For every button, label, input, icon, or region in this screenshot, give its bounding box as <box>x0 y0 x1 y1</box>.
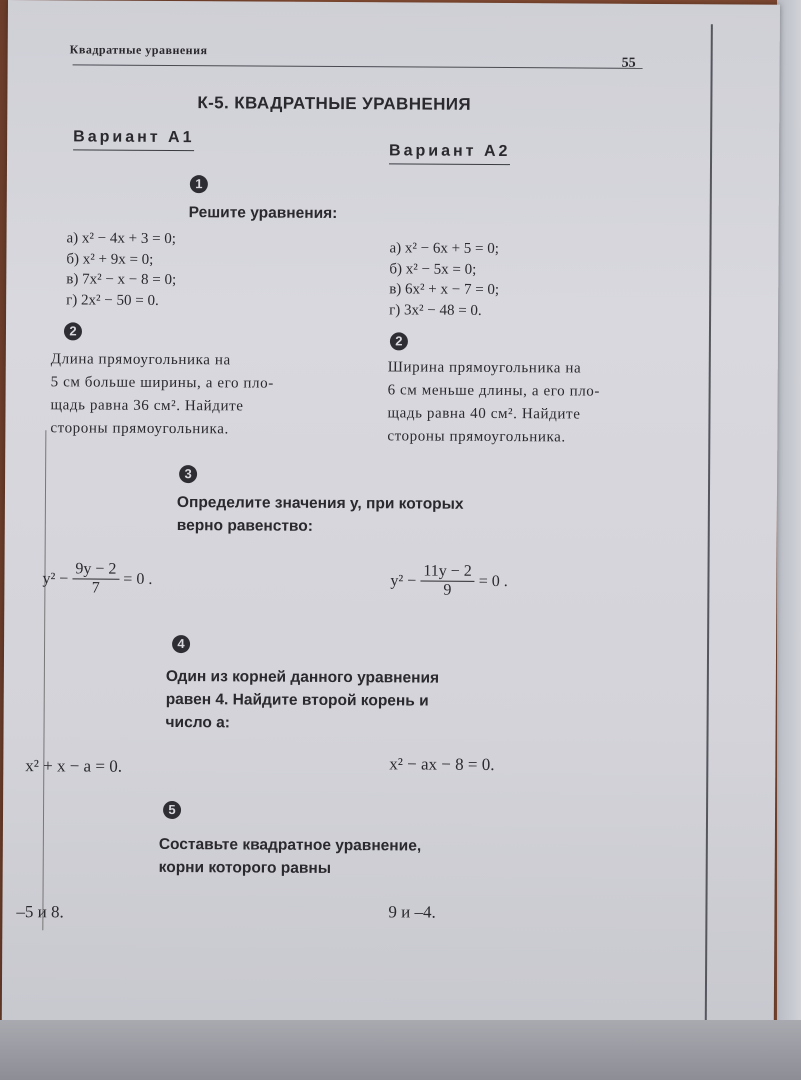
variant-a1-heading: Вариант А1 <box>73 128 194 151</box>
task3-title <box>177 491 464 539</box>
task-number-badge: 5 <box>163 801 181 819</box>
list-item: а) x² − 4x + 3 = 0; <box>66 230 177 248</box>
text-line: верно равенство: <box>176 517 313 535</box>
text-line: щадь равна 36 см². Найдите <box>50 397 244 415</box>
text-line: Определите значения y, при которых <box>176 494 464 513</box>
task4-title <box>166 665 440 736</box>
page-number: 55 <box>621 55 636 71</box>
running-head: Квадратные уравнения <box>69 42 208 58</box>
text-line: Составьте квадратное уравнение, <box>158 835 422 855</box>
text-line: стороны прямоугольника. <box>50 420 229 438</box>
equation-lead: y² − <box>42 569 69 587</box>
fraction-denominator: 7 <box>91 579 100 597</box>
page-title: К-5. КВАДРАТНЫЕ УРАВНЕНИЯ <box>197 93 472 114</box>
text-line: Ширина прямоугольника на <box>387 359 582 377</box>
task-number-badge: 1 <box>190 175 208 193</box>
task1-a1-list <box>66 228 176 311</box>
equation-lead: y² − <box>390 571 417 590</box>
task1-a2-list <box>389 238 499 321</box>
list-item: г) 3x² − 48 = 0. <box>389 301 482 319</box>
left-margin-rule <box>42 430 46 930</box>
equation-tail: = 0 . <box>478 572 508 590</box>
task2-a2-text <box>387 356 678 450</box>
list-item: б) x² + 9x = 0; <box>66 250 154 268</box>
list-item: а) x² − 6x + 5 = 0; <box>389 240 499 258</box>
fraction <box>420 563 475 600</box>
task4-a1-equation: x² + x − a = 0. <box>25 756 123 776</box>
task-number-badge: 2 <box>64 322 82 340</box>
text-line: 5 см больше ширины, а его пло- <box>50 374 274 392</box>
task3-a2-equation <box>390 562 508 600</box>
text-line: стороны прямоугольника. <box>387 428 566 446</box>
variant-a2-heading: Вариант А2 <box>389 142 510 165</box>
text-line: Один из корней данного уравнения <box>165 667 440 687</box>
task4-a2-equation: x² − ax − 8 = 0. <box>389 754 495 774</box>
task2-a1-text <box>50 348 341 442</box>
equation-tail: = 0 . <box>123 570 153 588</box>
task-number-badge: 2 <box>390 332 408 350</box>
task3-a1-equation <box>42 560 152 598</box>
text-line: Длина прямоугольника на <box>50 351 231 369</box>
fraction-numerator: 11y − 2 <box>420 563 475 582</box>
text-line: число a: <box>165 713 230 732</box>
task5-title <box>159 833 422 881</box>
fraction-numerator: 9y − 2 <box>72 560 119 579</box>
list-item: в) 7x² − x − 8 = 0; <box>66 271 177 289</box>
text-line: щадь равна 40 см². Найдите <box>387 405 581 423</box>
text-line: равен 4. Найдите второй корень и <box>165 690 429 710</box>
list-item: г) 2x² − 50 = 0. <box>66 291 159 309</box>
task1-title: Решите уравнения: <box>188 204 338 223</box>
header-rule <box>73 64 643 68</box>
task-number-badge: 4 <box>172 635 190 653</box>
list-item: в) 6x² + x − 7 = 0; <box>389 281 500 299</box>
worksheet-page <box>2 0 780 1045</box>
task5-a1-roots: –5 и 8. <box>16 902 64 922</box>
margin-rule <box>705 24 713 1024</box>
page-below-edge <box>0 1020 801 1080</box>
list-item: б) x² − 5x = 0; <box>389 260 477 278</box>
page-edge-right <box>777 0 801 1080</box>
fraction-denominator: 9 <box>443 581 452 599</box>
text-line: корни которого равны <box>158 858 332 877</box>
task5-a2-roots: 9 и –4. <box>388 902 436 922</box>
text-line: 6 см меньше длины, а его пло- <box>387 382 601 400</box>
fraction <box>72 560 119 597</box>
task-number-badge: 3 <box>179 465 197 483</box>
